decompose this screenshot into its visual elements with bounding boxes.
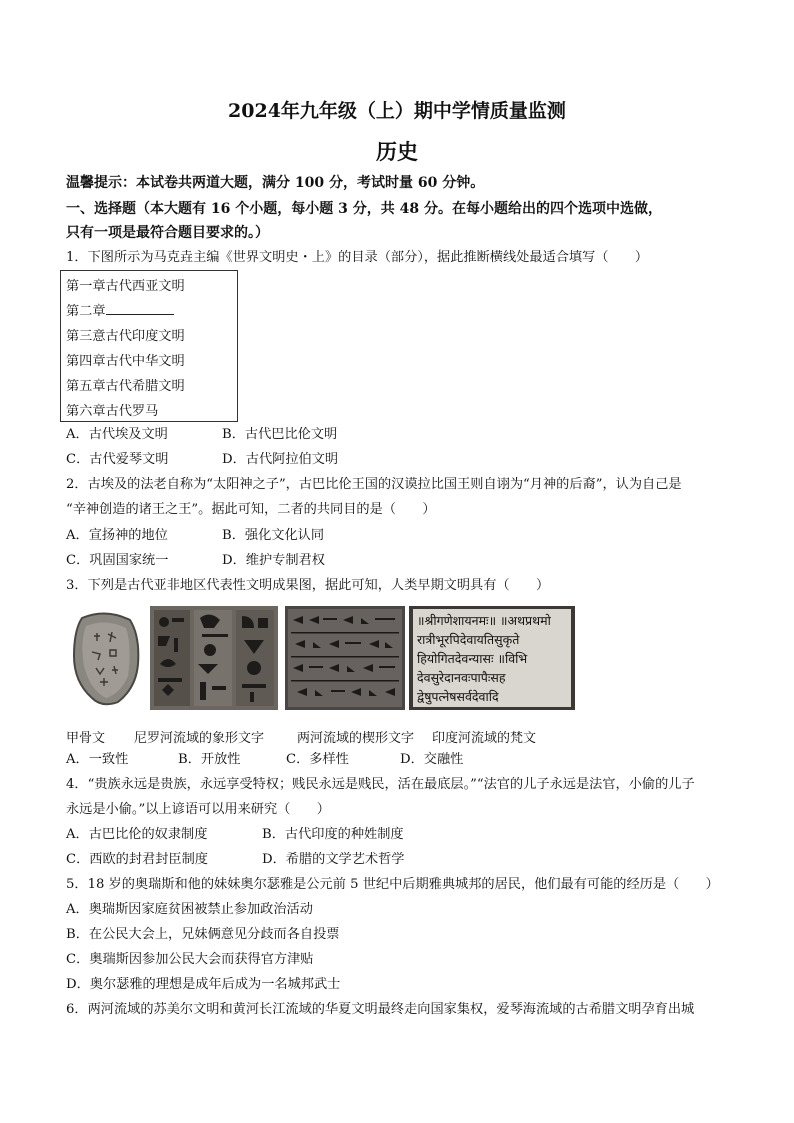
q5-stem: 5．18 岁的奥瑞斯和他的妹妹奥尔瑟雅是公元前 5 世纪中后期雅典城邦的居民，他们最有可能的经历是（ ）: [66, 877, 719, 892]
toc-item: 第四章古代中华文明: [66, 354, 185, 369]
sanskrit-line: रात्रीभूरपिदेवायतिसुकृते: [417, 632, 520, 647]
q5-option-d: D．奥尔瑟雅的理想是成年后成为一名城邦武士: [66, 977, 341, 992]
caption-oracle-bone: 甲骨文: [66, 731, 106, 746]
subject-title: 历史: [376, 139, 418, 164]
hieroglyph-image: [150, 606, 278, 710]
q4-option-c: C．西欧的封君封臣制度: [66, 852, 208, 867]
sanskrit-line: देवसुरेदानवःपापैःसह: [417, 670, 506, 685]
q3-option-c: C．多样性: [286, 752, 349, 767]
q1-option-d: D．古代阿拉伯文明: [222, 452, 339, 467]
q4-option-d: D．希腊的文学艺术哲学: [262, 852, 405, 867]
toc-item: 第二章: [66, 300, 174, 319]
section-heading-line2: 只有一项是最符合题目要求的。）: [66, 225, 269, 241]
q5-option-b: B．在公民大会上，兄妹俩意见分歧而各自投票: [66, 927, 340, 942]
q2-option-d: D．维护专制君权: [222, 553, 325, 568]
q6-stem: 6．两河流域的苏美尔文明和黄河长江流域的华夏文明最终走向国家集权，爱琴海流域的古希腊文明孕育出城: [66, 1002, 695, 1017]
q2-stem-line1: 2．古埃及的法老自称为“太阳神之子”，古巴比伦王国的汉谟拉比国王则自诩为“月神的后裔”，认为自己是: [66, 477, 682, 492]
q1-option-b: B．古代巴比伦文明: [222, 427, 338, 442]
sanskrit-image: [409, 606, 575, 710]
q2-option-c: C．巩固国家统一: [66, 553, 169, 568]
q5-option-a: A．奥瑞斯因家庭贫困被禁止参加政治活动: [66, 902, 313, 917]
toc-item: 第五章古代希腊文明: [66, 379, 185, 394]
caption-hieroglyph: 尼罗河流域的象形文字: [134, 731, 265, 746]
oracle-bone-image: [68, 606, 146, 710]
q1-stem: 1．下图所示为马克垚主编《世界文明史・上》的目录（部分），据此推断横线处最适合填写（ ）: [66, 250, 649, 265]
q3-option-b: B．开放性: [178, 752, 241, 767]
sanskrit-line: हियोगितदेवन्यासः ॥विभि: [417, 651, 528, 666]
q1-option-c: C．古代爱琴文明: [66, 452, 169, 467]
q3-stem: 3．下列是古代亚非地区代表性文明成果图，据此可知，人类早期文明具有（ ）: [66, 578, 550, 593]
q4-stem-line2: 永远是小偷。”以上谚语可以用来研究（ ）: [66, 802, 330, 817]
q5-option-c: C．奥瑞斯因参加公民大会而获得官方津贴: [66, 952, 314, 967]
sanskrit-line: द्वेषुपत्नेषसर्वदेवादि: [417, 689, 499, 704]
caption-cuneiform: 两河流域的楔形文字: [297, 731, 415, 746]
answer-blank: [106, 302, 174, 315]
q1-option-a: A．古代埃及文明: [66, 427, 168, 442]
q2-option-a: A．宣扬神的地位: [66, 528, 168, 543]
toc-item: 第一章古代西亚文明: [66, 279, 185, 294]
q2-option-b: B．强化文化认同: [222, 528, 325, 543]
toc-item: 第六章古代罗马: [66, 404, 159, 419]
caption-sanskrit: 印度河流域的梵文: [432, 731, 537, 746]
q3-option-a: A．一致性: [66, 752, 129, 767]
toc-item: 第三意古代印度文明: [66, 329, 185, 344]
q4-option-b: B．古代印度的种姓制度: [262, 827, 404, 842]
q4-stem-line1: 4．“贵族永远是贵族，永远享受特权；贱民永远是贱民，活在最底层。”“法官的儿子永远是法官，小偷的儿子: [66, 777, 695, 792]
sanskrit-line: ॥श्रीगणेशायनमः॥ ॥अथप्रथमो: [417, 613, 551, 628]
q3-option-d: D．交融性: [400, 752, 464, 767]
exam-title: 2024年九年级（上）期中学情质量监测: [228, 100, 566, 122]
cuneiform-image: [285, 606, 405, 710]
notice: 温馨提示：本试卷共两道大题，满分 100 分，考试时量 60 分钟。: [66, 175, 485, 191]
table-of-contents-box: [60, 270, 238, 422]
q4-option-a: A．古巴比伦的奴隶制度: [66, 827, 208, 842]
section-heading-line1: 一、选择题（本大题有 16 个小题，每小题 3 分，共 48 分。在每小题给出的四个选项中选做，: [66, 201, 662, 217]
q2-stem-line2: “辛神创造的诸王之王”。据此可知，二者的共同目的是（ ）: [66, 502, 436, 517]
